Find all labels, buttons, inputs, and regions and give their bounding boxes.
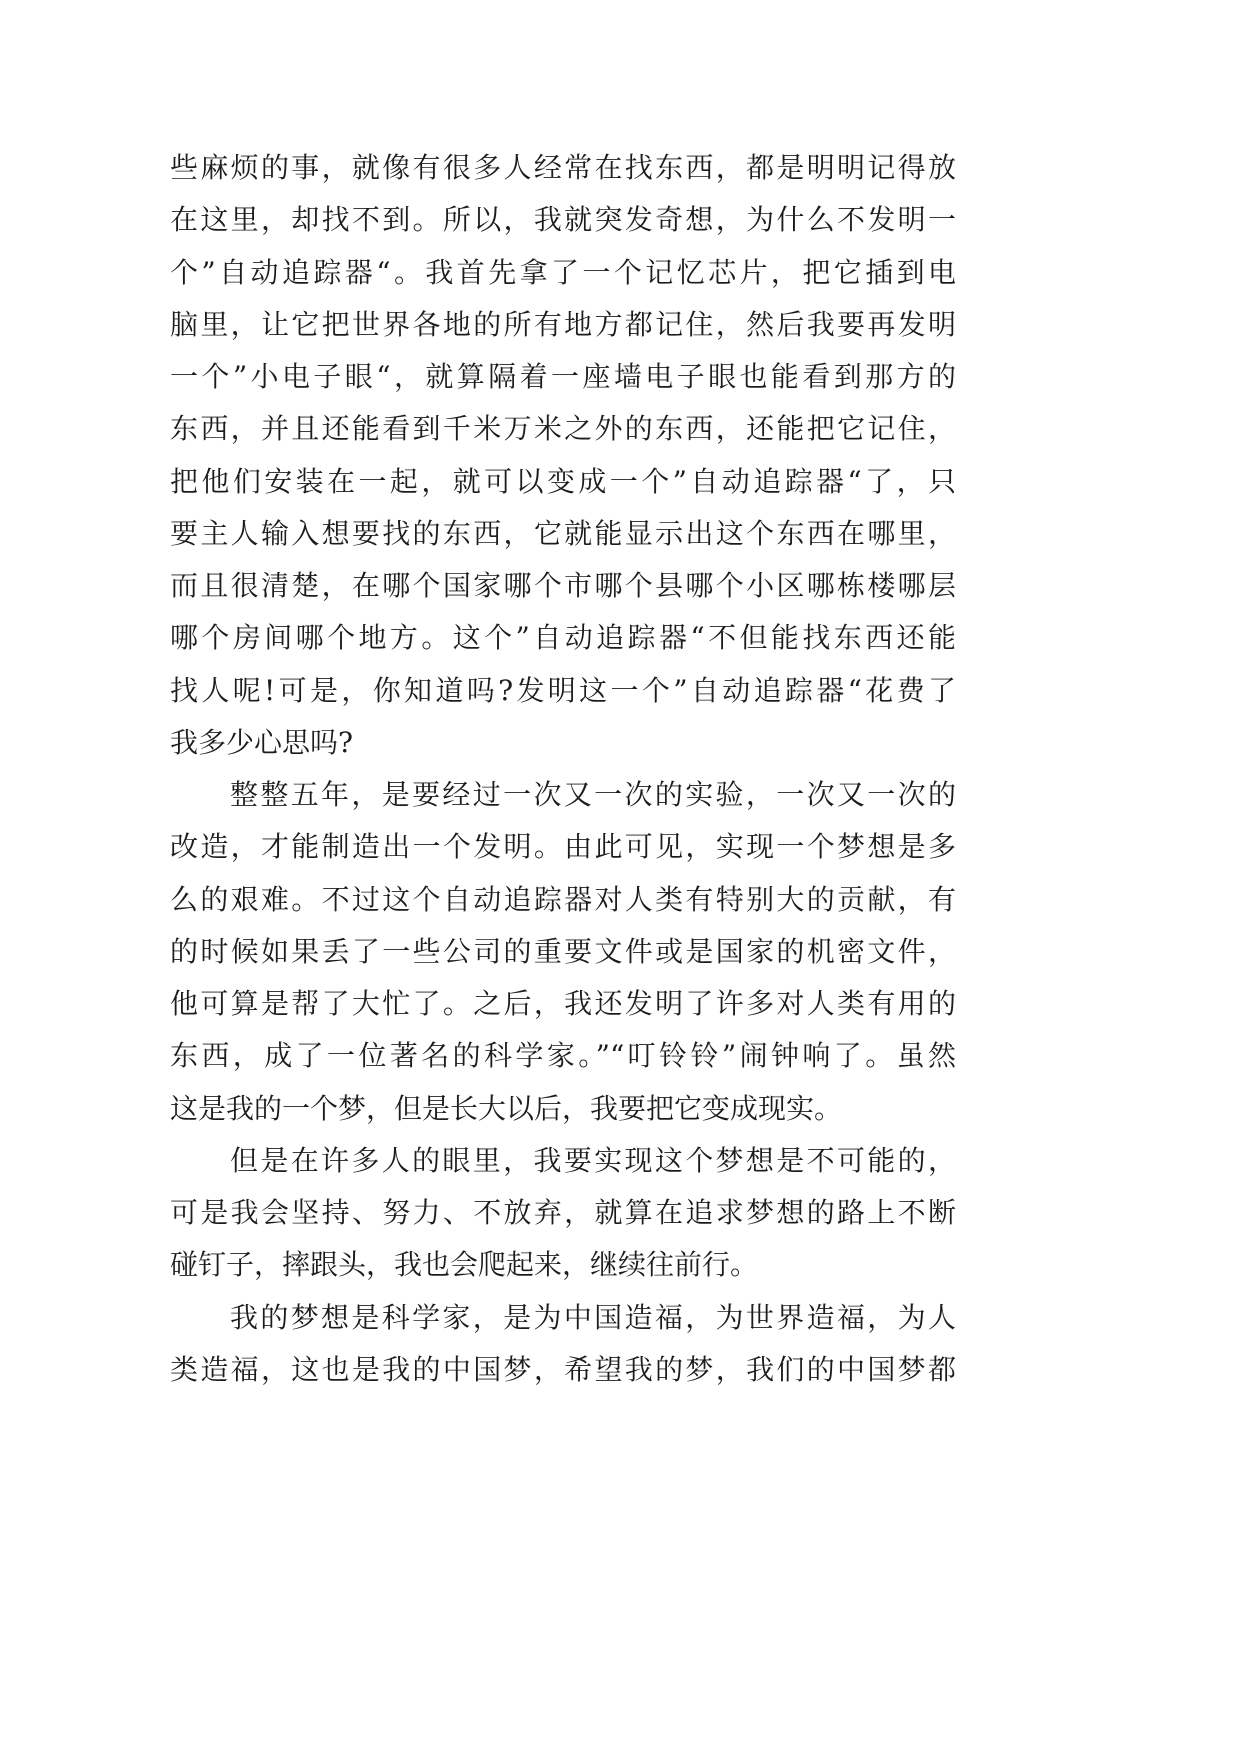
paragraph-4 — [170, 1292, 956, 1397]
text-line: 的时候如果丢了一些公司的重要文件或是国家的机密文件， — [170, 934, 956, 968]
text-line: 改造，才能制造出一个发明。由此可见，实现一个梦想是多 — [170, 830, 956, 864]
paragraph-1 — [170, 142, 956, 769]
text-line: 脑里，让它把世界各地的所有地方都记住，然后我要再发明 — [170, 307, 956, 341]
text-line: 东西，并且还能看到千米万米之外的东西，还能把它记住， — [170, 412, 956, 446]
text-line: 么的艰难。不过这个自动追踪器对人类有特别大的贡献，有 — [170, 882, 956, 916]
text-line: 他可算是帮了大忙了。之后，我还发明了许多对人类有用的 — [170, 987, 956, 1020]
text-line: 整整五年，是要经过一次又一次的实验，一次又一次的 — [230, 778, 956, 811]
text-line: 些麻烦的事，就像有很多人经常在找东西，都是明明记得放 — [170, 151, 956, 184]
text-line: 一个”小电子眼“，就算隔着一座墙电子眼也能看到那方的 — [170, 360, 956, 393]
paragraph-2 — [170, 769, 956, 1135]
text-line: 碰钉子，摔跟头，我也会爬起来，继续往前行。 — [170, 1248, 759, 1282]
text-line: 而且很清楚，在哪个国家哪个市哪个县哪个小区哪栋楼哪层 — [170, 569, 956, 602]
text-line: 要主人输入想要找的东西，它就能显示出这个东西在哪里， — [170, 516, 956, 550]
text-line: 这是我的一个梦，但是长大以后，我要把它变成现实。 — [170, 1091, 843, 1125]
text-line: 个”自动追踪器“。我首先拿了一个记忆芯片，把它插到电 — [170, 255, 956, 289]
text-line: 我的梦想是科学家，是为中国造福，为世界造福，为人 — [230, 1300, 956, 1334]
text-line: 东西，成了一位著名的科学家。”“叮铃铃”闹钟响了。虽然 — [170, 1039, 956, 1073]
paragraph-3 — [170, 1135, 956, 1292]
text-line: 哪个房间哪个地方。这个”自动追踪器“不但能找东西还能 — [170, 621, 956, 655]
text-line: 可是我会坚持、努力、不放弃，就算在追求梦想的路上不断 — [170, 1196, 956, 1229]
text-line: 类造福，这也是我的中国梦，希望我的梦，我们的中国梦都 — [170, 1352, 956, 1386]
text-line: 找人呢!可是，你知道吗?发明这一个”自动追踪器“花费了 — [170, 673, 956, 707]
text-line: 把他们安装在一起，就可以变成一个”自动追踪器“了，只 — [170, 464, 956, 498]
text-line: 我多少心思吗? — [170, 725, 354, 759]
text-line: 在这里，却找不到。所以，我就突发奇想，为什么不发明一 — [170, 203, 956, 237]
text-line: 但是在许多人的眼里，我要实现这个梦想是不可能的， — [230, 1143, 956, 1177]
document-body — [170, 142, 956, 1396]
